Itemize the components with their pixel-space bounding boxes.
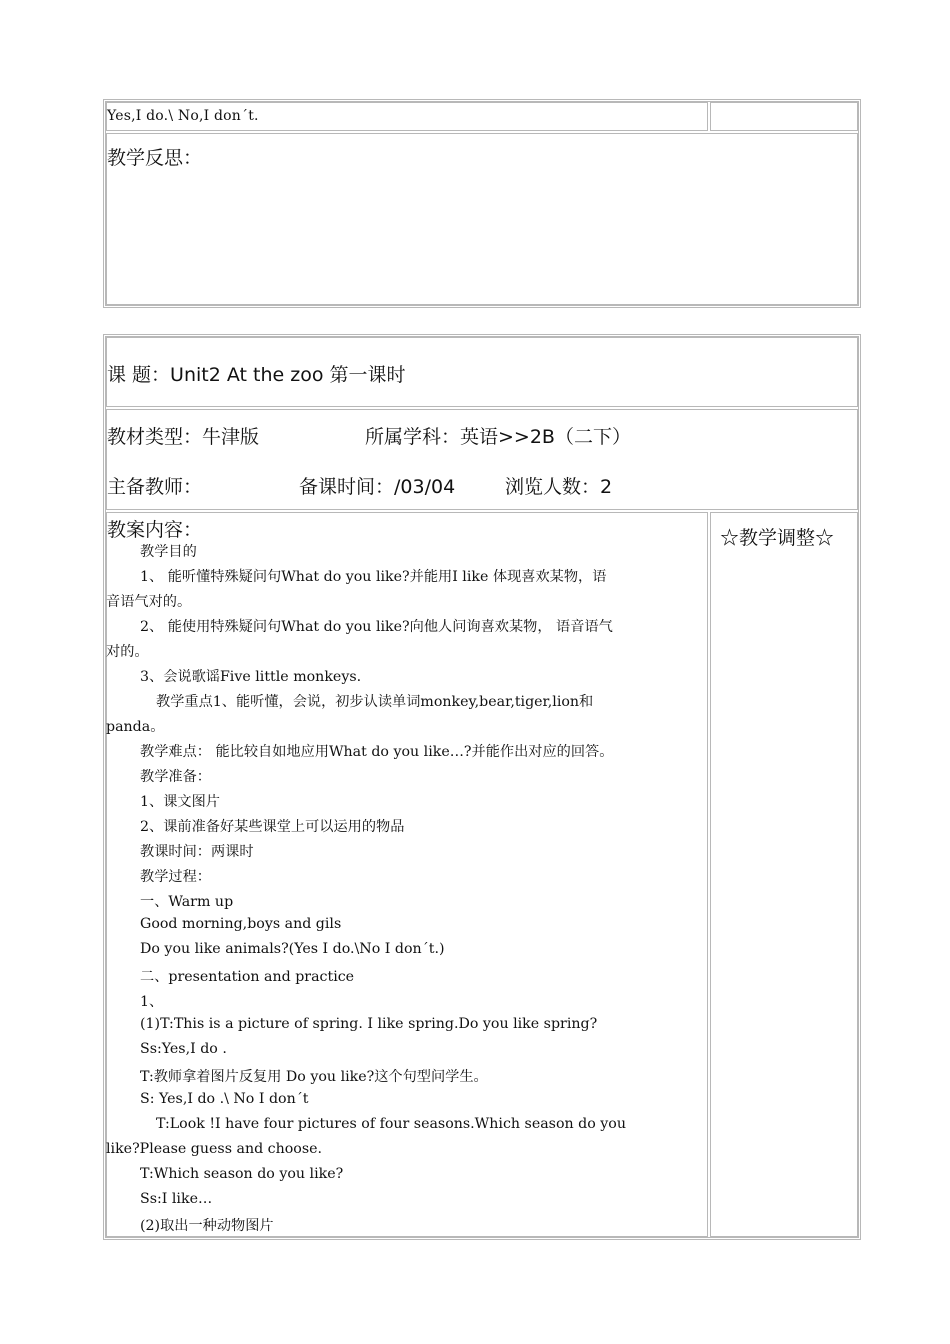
plan-line: 2、课前准备好某些课堂上可以运用的物品 xyxy=(140,819,405,835)
plan-line: 教学过程： xyxy=(140,869,211,885)
answer-line: Yes,I do.\ No,I don´t. xyxy=(107,108,259,124)
plan-line: 1、课文图片 xyxy=(140,794,220,810)
subject: 所属学科：英语>>2B（二下） xyxy=(365,426,631,448)
plan-line: 2、 能使用特殊疑问句What do you like?向他人问询喜欢某物， 语音语气 xyxy=(140,619,613,635)
plan-line: 教学重点1、能听懂，会说，初步认读单词monkey,bear,tiger,lion和 xyxy=(156,694,594,710)
plan-line: 3、会说歌谣Five little monkeys. xyxy=(140,669,362,685)
plan-line: 1、 xyxy=(140,994,164,1010)
plan-line: 教学难点： 能比较自如地应用What do you like…?并能作出对应的回答。 xyxy=(140,744,614,760)
plan-line: 对的。 xyxy=(106,644,149,660)
plan-line: T:Which season do you like? xyxy=(140,1166,344,1182)
view-count: 浏览人数：2 xyxy=(505,476,613,498)
adjust-cell xyxy=(710,512,858,1237)
prep-time: 备课时间：/03/04 xyxy=(299,476,456,498)
plan-line: 音语气对的。 xyxy=(106,594,192,610)
adjust-cell-empty xyxy=(710,102,858,131)
plan-line: Ss:Yes,I do . xyxy=(140,1041,227,1057)
reflection-cell xyxy=(106,133,858,305)
plan-line: 1、 能听懂特殊疑问句What do you like?并能用I like 体现喜欢某物，语 xyxy=(140,569,607,585)
plan-line: 二、presentation and practice xyxy=(140,969,355,985)
lesson-title: 课 题：Unit2 At the zoo 第一课时 xyxy=(107,364,406,386)
plan-line: 教学准备： xyxy=(140,769,211,785)
plan-line: 教学目的 xyxy=(140,544,197,560)
plan-line: (1)T:This is a picture of spring. I like spring.Do you like spring? xyxy=(140,1016,598,1032)
plan-line: 教课时间：两课时 xyxy=(140,844,254,860)
adjust-label: ☆教学调整☆ xyxy=(720,527,835,549)
plan-line: panda。 xyxy=(106,719,165,735)
plan-line: 一、Warm up xyxy=(140,894,234,910)
reflection-label: 教学反思： xyxy=(107,147,203,169)
plan-line: Ss:I like… xyxy=(140,1191,213,1207)
plan-line: T:Look !I have four pictures of four seasons.Which season do you xyxy=(156,1116,626,1132)
plan-line: T:教师拿着图片反复用 Do you like?这个句型问学生。 xyxy=(140,1069,488,1085)
plan-line: Good morning,boys and gils xyxy=(140,916,342,932)
plan-line: like?Please guess and choose. xyxy=(106,1141,323,1157)
plan-line: (2)取出一种动物图片 xyxy=(140,1218,274,1234)
teacher: 主备教师： xyxy=(107,476,203,498)
plan-line: S: Yes,I do .\ No I don´t xyxy=(140,1091,309,1107)
plan-line: Do you like animals?(Yes I do.\No I don´t.) xyxy=(140,941,445,957)
content-label: 教案内容： xyxy=(107,519,203,541)
material-type: 教材类型：牛津版 xyxy=(107,426,260,448)
